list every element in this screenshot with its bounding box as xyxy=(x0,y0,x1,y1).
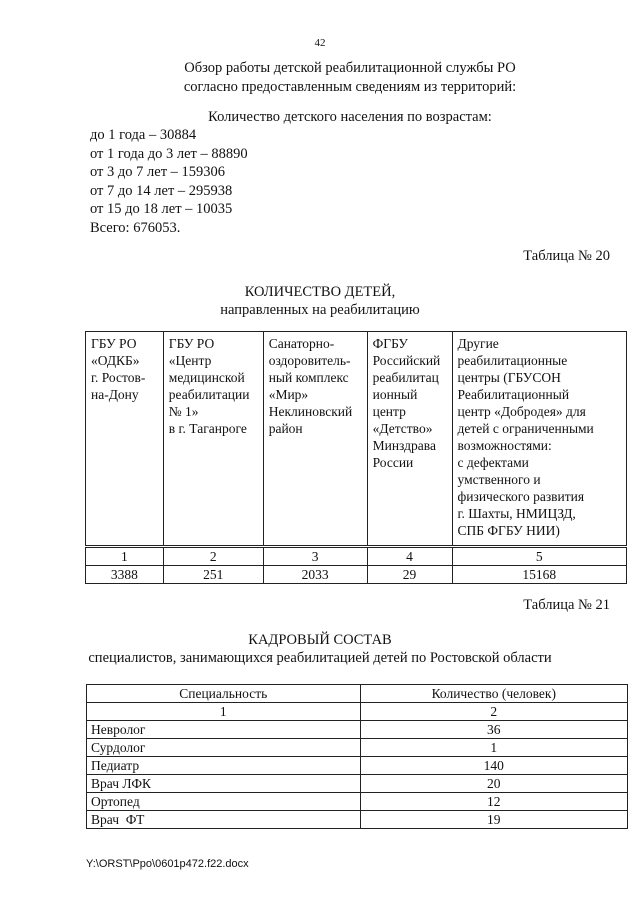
table20-header-cell: Другие реабилитационные центры (ГБУСОН Реабилитационный центр «Добродея» для детей с ограниченными возможностями: с дефектами умственного и физического развития г. Шахты, НМИЦЗД, СПБ ФГБУ НИИ) xyxy=(452,332,626,547)
table21-title-main: КАДРОВЫЙ СОСТАВ xyxy=(248,632,392,648)
table20 xyxy=(85,331,627,584)
table21-caption: Таблица № 21 xyxy=(523,597,610,613)
age-item: до 1 года – 30884 xyxy=(90,127,197,143)
table20-col-number: 3 xyxy=(263,547,367,566)
table20-title xyxy=(0,283,640,319)
table21 xyxy=(86,684,628,829)
table21-title xyxy=(0,631,640,667)
specialty-name: Ортопед xyxy=(87,793,361,811)
specialty-count: 12 xyxy=(360,793,627,811)
population-title: Количество детского населения по возрастам: xyxy=(208,109,492,125)
table20-header-cell: ГБУ РО «Центр медицинской реабилитации № 1» в г. Таганроге xyxy=(163,332,263,547)
table20-header-row xyxy=(86,332,627,547)
table-row xyxy=(87,775,628,793)
table20-value: 29 xyxy=(367,566,452,584)
table20-header-cell: Санаторно- оздоровитель- ный комплекс «Мир» Неклиновский район xyxy=(263,332,367,547)
table20-header-cell: ГБУ РО «ОДКБ» г. Ростов- на-Дону xyxy=(86,332,164,547)
table20-number-row xyxy=(86,547,627,566)
table20-col-number: 2 xyxy=(163,547,263,566)
table20-title-main: КОЛИЧЕСТВО ДЕТЕЙ, xyxy=(244,284,396,300)
table20-col-number: 5 xyxy=(452,547,626,566)
table20-caption: Таблица № 20 xyxy=(523,248,610,264)
specialty-name: Невролог xyxy=(87,721,361,739)
table21-header-cell: Количество (человек) xyxy=(360,685,627,703)
file-path-footer: Y:\ORST\Ppo\0601p472.f22.docx xyxy=(86,858,249,870)
table20-header-cell: ФГБУ Российский реабилитац ионный центр «Детство» Минздрава России xyxy=(367,332,452,547)
table-row xyxy=(87,739,628,757)
table21-subtitle: специалистов, занимающихся реабилитацией детей по Ростовской области xyxy=(88,650,552,666)
table21-header-cell: Специальность xyxy=(87,685,361,703)
table21-col-number: 1 xyxy=(87,703,361,721)
specialty-name: Педиатр xyxy=(87,757,361,775)
intro-line-1: Обзор работы детской реабилитационной службы РО xyxy=(184,60,516,76)
age-total: Всего: 676053. xyxy=(90,219,181,236)
specialty-count: 19 xyxy=(360,811,627,829)
age-item: от 15 до 18 лет – 10035 xyxy=(90,201,233,217)
table20-col-number: 1 xyxy=(86,547,164,566)
specialty-count: 36 xyxy=(360,721,627,739)
specialty-name: Врач ЛФК xyxy=(87,775,361,793)
table21-col-number: 2 xyxy=(360,703,627,721)
table21-header-row xyxy=(87,685,628,703)
table20-col-number: 4 xyxy=(367,547,452,566)
intro-line-2: согласно предоставленным сведениям из территорий: xyxy=(183,79,517,95)
table-row xyxy=(87,793,628,811)
age-item: от 7 до 14 лет – 295938 xyxy=(90,182,233,199)
table20-subtitle: направленных на реабилитацию xyxy=(220,302,420,318)
intro-heading xyxy=(150,59,550,97)
age-list xyxy=(90,126,248,237)
table20-value: 3388 xyxy=(86,566,164,584)
age-item: от 1 года до 3 лет – 88890 xyxy=(90,145,248,162)
specialty-name: Врач ФТ xyxy=(87,811,361,829)
specialty-count: 1 xyxy=(360,739,627,757)
table20-value-row xyxy=(86,566,627,584)
specialty-name: Сурдолог xyxy=(87,739,361,757)
specialty-count: 20 xyxy=(360,775,627,793)
age-item: от 3 до 7 лет – 159306 xyxy=(90,164,226,180)
table20-value: 15168 xyxy=(452,566,626,584)
table-row xyxy=(87,811,628,829)
table20-value: 251 xyxy=(163,566,263,584)
table-row xyxy=(87,757,628,775)
table20-value: 2033 xyxy=(263,566,367,584)
page-number: 42 xyxy=(314,37,326,49)
specialty-count: 140 xyxy=(360,757,627,775)
table21-number-row xyxy=(87,703,628,721)
table-row xyxy=(87,721,628,739)
